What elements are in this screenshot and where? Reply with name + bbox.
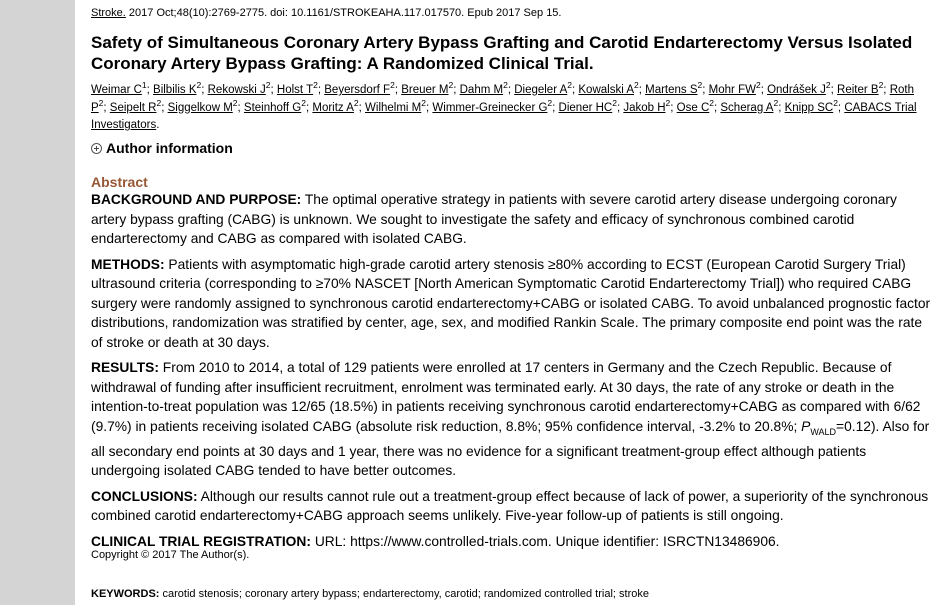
abstract-heading: Abstract [91,174,148,190]
author-link[interactable]: Kowalski A [578,84,634,96]
author-affiliation-sup: 2 [833,97,838,108]
author-affiliation-sup: 2 [878,80,884,91]
author-affiliation-sup: 2 [773,97,779,108]
keywords-text: carotid stenosis; coronary artery bypass; endarterectomy, carotid; randomized controlled trial; stroke [159,588,649,600]
results-text: From 2010 to 2014, a total of 129 patients were enrolled at 17 centers in Germany and the Czech Republic. Because of withdrawal of funding after insufficient recruitment, enrolment was terminated early. At 30 days, the rate of any stroke or death in the intention-to-treat population was 12/65 (18.5%) in patients receiving synchronous carotid endarterectomy+CABG as compared with 6/62 (9.7%) in patients receiving isolated CABG (absolute risk reduction, 8.8%; 95% confidence interval, -3.2% to 20.8%; [91,360,921,434]
author-list: Weimar $C^1$; Bilbilis $K^2$; Rekowski $J^2$; Holst $T^2$; Beyersdorf $F^2$; Breuer $M^2$; Dahm $M^2$; Diegeler $A^2$; Kowalski $A^2$; Martens $S^2$; Mohr $FW^2$; Ondrášek $J^2$; Reiter $B^2$; Roth $P^2$; Seipelt $R^2$; Siggelkow $M^2$; Steinhoff $G^2$; Moritz $A^2$; Wilhelmi $M^2$; Wimmer-Greinecker $G^2$; Diener $HC^2$; Jakob $H^2$; Ose $C^2$; Scherag $A^2$; Knipp $SC^2$; CABACS Trial Investigators. [91,80,917,131]
abstract-conclusions [91,487,931,526]
author-link[interactable]: Holst T [276,84,314,96]
abstract-body [91,190,931,557]
author-affiliation-sup: 2 [612,97,617,108]
abstract-methods [91,255,931,353]
author-affiliation-sup: 2 [301,97,306,108]
author-link[interactable]: Diener HC [558,101,613,114]
abstract-background [91,190,931,249]
author-affiliation-sup: 2 [697,80,703,91]
author-affiliation-sup: 2 [156,97,162,108]
author-link[interactable]: Dahm M [459,84,504,96]
author-information-toggle[interactable] [91,140,233,156]
conclusions-text: Although our results cannot rule out a treatment-group effect because of lack of power, a superiority of the synchronous combined carotid endarterectomy+CABG approach seems unlikely. Five-year follow-up of patients is still ongoing. [91,488,929,524]
article-title: Safety of Simultaneous Coronary Artery Bypass Grafting and Carotid Endarterectomy Versus Isolated Coronary Artery Bypass Grafting: A Randomized Clinical Trial. [91,33,913,73]
background-text: The optimal operative strategy in patients with severe carotid artery disease undergoing coronary artery bypass grafting (CABG) is unknown. We sought to investigate the safety and efficacy of synchronous combined carotid endarterectomy and CABG as compared with isolated CABG. [91,192,897,246]
author-link[interactable]: Weimar C [91,84,142,96]
author-affiliation-sup: 2 [503,80,508,91]
left-gutter [0,0,75,605]
author-affiliation-sup: 2 [196,80,202,91]
author-link[interactable]: Breuer M [401,84,449,96]
conclusions-label: CONCLUSIONS: [91,488,198,504]
author-link[interactable]: Diegeler A [514,84,568,96]
author-affiliation-sup: 2 [265,80,271,91]
author-affiliation-sup: 2 [825,80,831,91]
background-label: BACKGROUND AND PURPOSE: [91,192,302,207]
author-link[interactable]: Beyersdorf F [324,84,391,96]
author-affiliation-sup: 1 [141,80,147,91]
expand-plus-icon[interactable] [91,143,102,154]
author-affiliation-sup: 2 [547,97,553,108]
author-link[interactable]: Steinhoff G [243,101,302,114]
author-affiliation-sup: 2 [665,97,671,108]
author-link[interactable]: Wimmer-Greinecker G [432,101,548,114]
author-link[interactable]: Reiter B [837,84,879,96]
author-affiliation-sup: 2 [567,80,572,91]
author-affiliation-sup: 2 [448,80,454,91]
keywords-label: KEYWORDS: [91,588,160,600]
citation-details: 2017 Oct;48(10):2769-2775. doi: 10.1161/STROKEAHA.117.017570. Epub 2017 Sep 15. [125,7,562,19]
author-link[interactable]: Ose C [676,101,710,114]
author-link[interactable]: Scherag A [720,101,774,114]
author-affiliation-sup: 2 [634,80,639,91]
registration-text: URL: https://www.controlled-trials.com. Unique identifier: ISRCTN13486906. [310,533,780,549]
author-link[interactable]: Wilhelmi M [365,101,422,114]
results-text-end: =0.12). Also for all secondary end points at 30 days and 1 year, there was no evidence for a significant treatment-group effect although patients undergoing isolated CABG tended to have better outcomes. [91,418,930,479]
citation-line [91,7,561,20]
results-label: RESULTS: [91,360,159,375]
author-affiliation-sup: 2 [755,80,761,91]
results-p: P [801,418,811,434]
author-affiliation-sup: 2 [98,97,104,108]
author-link[interactable]: Mohr FW [708,84,756,96]
journal-link[interactable]: Stroke. [91,7,126,19]
author-link[interactable]: Seipelt R [109,101,157,114]
author-affiliation-sup: 2 [421,97,427,108]
author-link[interactable]: CABACS Trial Investigators [91,101,917,131]
registration-label: CLINICAL TRIAL REGISTRATION: [91,533,311,549]
keywords [91,588,649,601]
methods-label: METHODS: [91,256,165,272]
results-p-subscript: WALD [810,426,837,437]
copyright-notice: Copyright © 2017 The Author(s). [91,549,250,561]
author-information-label: Author information [106,140,233,156]
author-affiliation-sup: 2 [232,97,238,108]
author-affiliation-sup: 2 [390,80,395,91]
author-link[interactable]: Knipp SC [784,101,834,114]
methods-text: Patients with asymptomatic high-grade carotid artery stenosis ≥80% according to ECST (European Carotid Surgery Trial) ultrasound criteria (corresponding to ≥70% NASCET [North American Symptomatic Carotid Endarterectomy Trial]) who required CABG surgery were randomly assigned to synchronous carotid endarterectomy+CABG or isolated CABG. To avoid unbalanced prognostic factor distributions, randomization was stratified by center, age, sex, and modified Rankin Scale. The primary composite end point was the rate of stroke or death at 30 days. [91,256,931,350]
author-link[interactable]: Jakob H [623,101,666,114]
author-link[interactable]: Bilbilis K [153,84,197,96]
author-link[interactable]: Siggelkow M [167,101,233,114]
author-link[interactable]: Martens S [645,84,698,96]
author-affiliation-sup: 2 [709,97,714,108]
abstract-results [91,358,931,481]
author-affiliation-sup: 2 [353,97,359,108]
author-link[interactable]: Rekowski J [207,84,266,96]
author-link[interactable]: Ondrášek J [767,84,826,96]
author-link[interactable]: Roth P [91,84,914,114]
author-link[interactable]: Moritz A [312,101,354,114]
author-affiliation-sup: 2 [313,80,318,91]
